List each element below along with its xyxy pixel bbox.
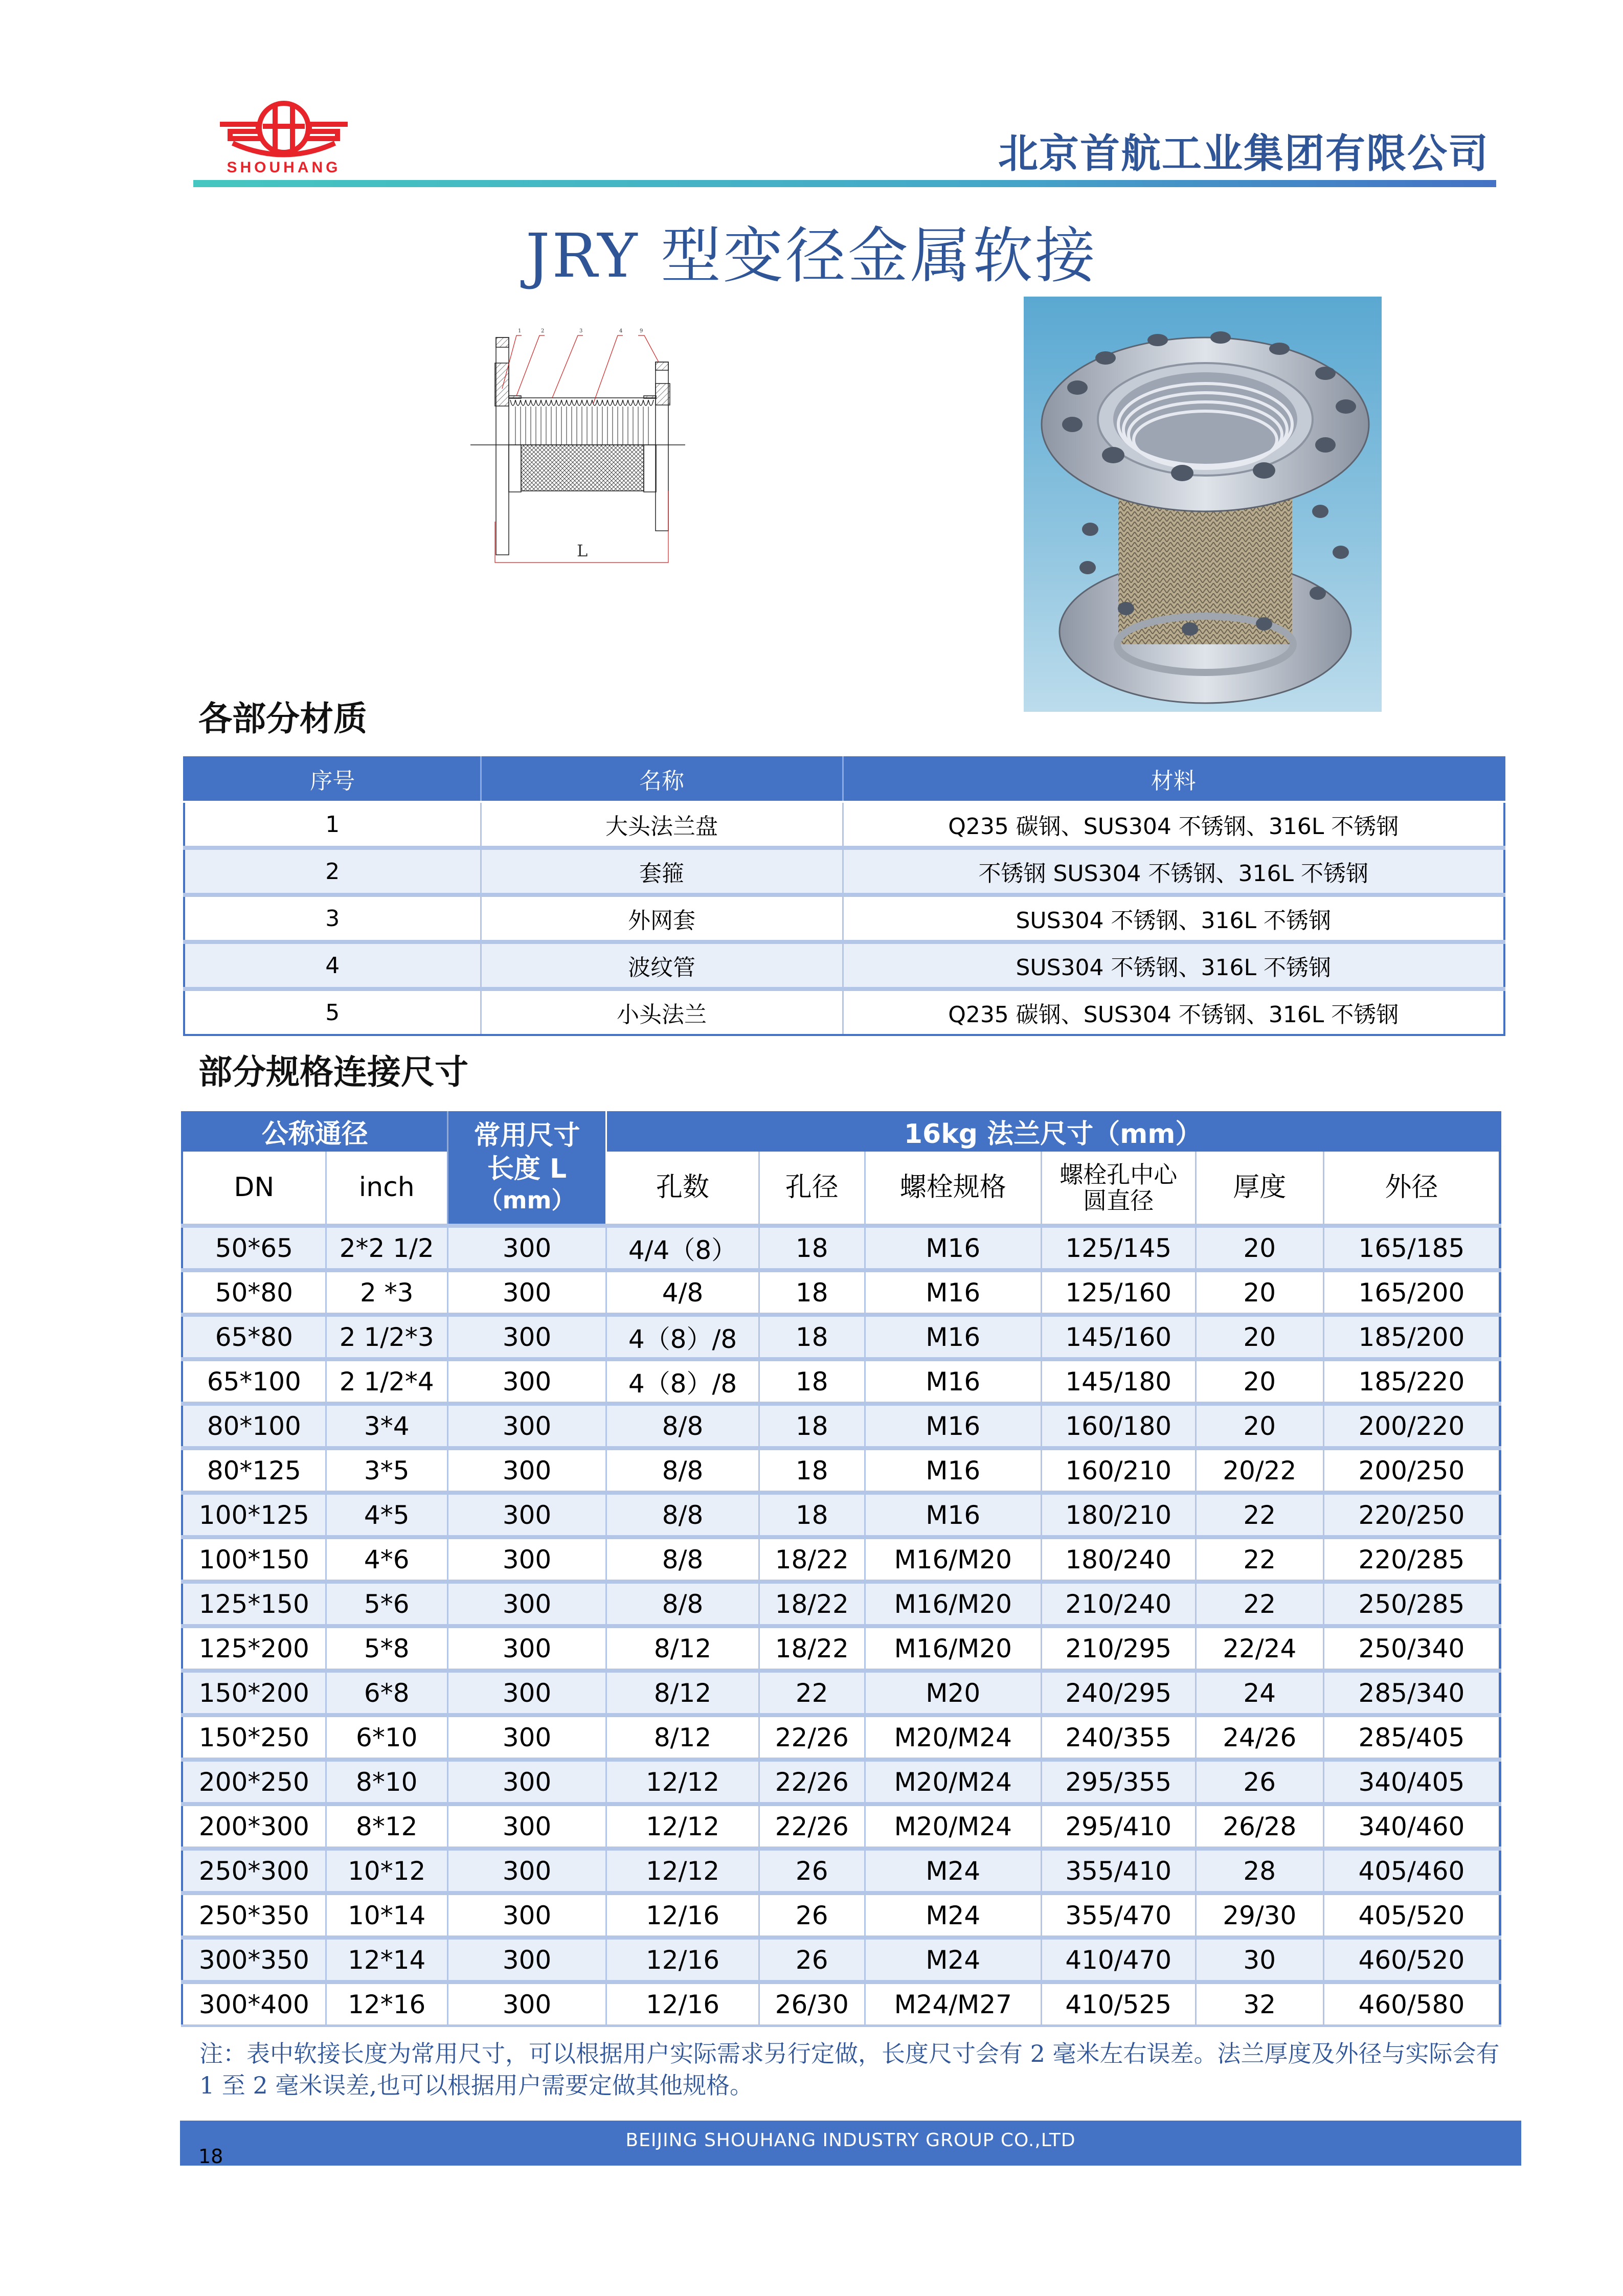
- cell-od: 220/285: [1323, 1537, 1500, 1582]
- cell-hole-dia: 22/26: [759, 1760, 865, 1804]
- cell-hole-dia: 18/22: [759, 1626, 865, 1671]
- cell-holes: 12/16: [606, 1938, 759, 1982]
- table-row: [182, 1626, 1500, 1671]
- svg-text:3: 3: [579, 328, 583, 334]
- cell-holes: 12/16: [606, 1893, 759, 1938]
- cell-pcd: 145/160: [1041, 1315, 1196, 1359]
- length-header-line1: 常用尺寸: [474, 1120, 580, 1152]
- cell-name: 大头法兰盘: [481, 802, 843, 848]
- cell-inch: 10*14: [326, 1893, 447, 1938]
- cell-holes: 4/8: [606, 1270, 759, 1315]
- svg-text:2: 2: [541, 328, 545, 334]
- svg-text:1: 1: [518, 328, 522, 334]
- page-number: 18: [198, 2145, 223, 2168]
- cell-pcd: 180/210: [1041, 1493, 1196, 1537]
- cell-bolt: M16: [865, 1448, 1041, 1493]
- cell-length: 300: [447, 1671, 606, 1715]
- table-row: [184, 895, 1504, 942]
- cell-hole-dia: 18: [759, 1359, 865, 1404]
- cell-dn: 100*150: [182, 1537, 326, 1582]
- footnote: 注：表中软接长度为常用尺寸，可以根据用户实际需求另行定做，长度尺寸会有 2 毫米左右误差。法兰厚度及外径与实际会有 1 至 2 毫米误差,也可以根据用户需要定做其他规格。: [199, 2040, 1500, 2099]
- cell-length: 300: [447, 1226, 606, 1270]
- cell-pcd: 145/180: [1041, 1359, 1196, 1404]
- cell-bolt: M16: [865, 1493, 1041, 1537]
- cell-holes: 8/12: [606, 1715, 759, 1760]
- col-header-bolt: 螺栓规格: [865, 1152, 1041, 1226]
- cell-length: 300: [447, 1448, 606, 1493]
- cross-section-drawing-icon: [470, 307, 859, 706]
- cell-length: 300: [447, 1849, 606, 1893]
- materials-header-row: [184, 756, 1504, 802]
- cell-length: 300: [447, 1270, 606, 1315]
- cell-dn: 50*65: [182, 1226, 326, 1270]
- cell-hole-dia: 22/26: [759, 1715, 865, 1760]
- col-header-holes: 孔数: [606, 1152, 759, 1226]
- cell-bolt: M16: [865, 1315, 1041, 1359]
- cell-inch: 12*14: [326, 1938, 447, 1982]
- cell-holes: 4/4（8）: [606, 1226, 759, 1270]
- metal-hose-photo-icon: [1024, 297, 1382, 712]
- cell-inch: 8*10: [326, 1760, 447, 1804]
- cell-dn: 65*80: [182, 1315, 326, 1359]
- table-row: [182, 1804, 1500, 1849]
- cell-dn: 250*300: [182, 1849, 326, 1893]
- specs-heading: 部分规格连接尺寸: [198, 1052, 468, 1092]
- table-row: [182, 1715, 1500, 1760]
- company-logo: [210, 95, 358, 176]
- cell-pcd: 160/210: [1041, 1448, 1196, 1493]
- cell-dn: 80*100: [182, 1404, 326, 1448]
- cell-thickness: 20: [1196, 1404, 1323, 1448]
- cell-inch: 6*8: [326, 1671, 447, 1715]
- cell-length: 300: [447, 1359, 606, 1404]
- cell-od: 220/250: [1323, 1493, 1500, 1537]
- cell-hole-dia: 18/22: [759, 1582, 865, 1626]
- cell-dn: 200*300: [182, 1804, 326, 1849]
- cell-thickness: 20: [1196, 1270, 1323, 1315]
- cell-material: Q235 碳钢、SUS304 不锈钢、316L 不锈钢: [843, 989, 1504, 1035]
- svg-text:4: 4: [619, 328, 623, 334]
- svg-text:SHOUHANG: SHOUHANG: [227, 159, 341, 176]
- cell-inch: 2 1/2*4: [326, 1359, 447, 1404]
- cell-inch: 2 *3: [326, 1270, 447, 1315]
- cell-hole-dia: 18: [759, 1315, 865, 1359]
- cell-bolt: M16: [865, 1270, 1041, 1315]
- cell-thickness: 20: [1196, 1315, 1323, 1359]
- length-header-line2: 长度 L: [487, 1154, 567, 1185]
- cell-pcd: 295/355: [1041, 1760, 1196, 1804]
- col-header-name: 名称: [481, 756, 843, 802]
- cell-length: 300: [447, 1404, 606, 1448]
- table-row: [182, 1582, 1500, 1626]
- length-header-line3: （mm）: [479, 1186, 575, 1214]
- col-header-dn: DN: [182, 1152, 326, 1226]
- cell-no: 3: [184, 895, 481, 942]
- table-row: [182, 1760, 1500, 1804]
- cell-thickness: 24/26: [1196, 1715, 1323, 1760]
- page-title: JRY 型变径金属软接: [526, 220, 1097, 291]
- table-row: [182, 1671, 1500, 1715]
- cell-bolt: M16/M20: [865, 1582, 1041, 1626]
- header-divider: [193, 180, 1496, 187]
- cell-bolt: M24: [865, 1938, 1041, 1982]
- cell-material: 不锈钢 SUS304 不锈钢、316L 不锈钢: [843, 848, 1504, 895]
- cell-thickness: 28: [1196, 1849, 1323, 1893]
- cell-pcd: 210/295: [1041, 1626, 1196, 1671]
- cell-no: 5: [184, 989, 481, 1035]
- product-photo: [1024, 297, 1382, 712]
- cell-material: Q235 碳钢、SUS304 不锈钢、316L 不锈钢: [843, 802, 1504, 848]
- cell-thickness: 32: [1196, 1982, 1323, 2026]
- cell-dn: 200*250: [182, 1760, 326, 1804]
- cell-pcd: 410/470: [1041, 1938, 1196, 1982]
- col-header-material: 材料: [843, 756, 1504, 802]
- cell-holes: 8/8: [606, 1582, 759, 1626]
- cell-holes: 8/12: [606, 1626, 759, 1671]
- cell-name: 小头法兰: [481, 989, 843, 1035]
- cell-no: 4: [184, 942, 481, 989]
- cell-od: 165/200: [1323, 1270, 1500, 1315]
- cell-od: 250/285: [1323, 1582, 1500, 1626]
- cell-inch: 4*5: [326, 1493, 447, 1537]
- table-row: [182, 1537, 1500, 1582]
- cell-no: 1: [184, 802, 481, 848]
- cell-hole-dia: 26/30: [759, 1982, 865, 2026]
- cell-inch: 12*16: [326, 1982, 447, 2026]
- specs-column-header-row: [182, 1152, 1500, 1226]
- cell-pcd: 210/240: [1041, 1582, 1196, 1626]
- cell-dn: 150*200: [182, 1671, 326, 1715]
- cell-pcd: 125/145: [1041, 1226, 1196, 1270]
- table-row: [182, 1849, 1500, 1893]
- cell-thickness: 20/22: [1196, 1448, 1323, 1493]
- cell-material: SUS304 不锈钢、316L 不锈钢: [843, 895, 1504, 942]
- cell-bolt: M20/M24: [865, 1715, 1041, 1760]
- cell-od: 200/220: [1323, 1404, 1500, 1448]
- table-row: [184, 989, 1504, 1035]
- cell-length: 300: [447, 1982, 606, 2026]
- shouhang-logo-icon: [210, 95, 358, 176]
- cell-holes: 8/8: [606, 1448, 759, 1493]
- cell-length: 300: [447, 1582, 606, 1626]
- cell-dn: 50*80: [182, 1270, 326, 1315]
- table-row: [182, 1448, 1500, 1493]
- cell-od: 340/405: [1323, 1760, 1500, 1804]
- cell-holes: 8/8: [606, 1537, 759, 1582]
- cell-hole-dia: 26: [759, 1938, 865, 1982]
- cell-thickness: 20: [1196, 1226, 1323, 1270]
- table-row: [182, 1226, 1500, 1270]
- cell-hole-dia: 22: [759, 1671, 865, 1715]
- cell-holes: 8/8: [606, 1493, 759, 1537]
- table-row: [182, 1938, 1500, 1982]
- table-row: [184, 802, 1504, 848]
- cell-inch: 3*5: [326, 1448, 447, 1493]
- cell-length: 300: [447, 1760, 606, 1804]
- cell-length: 300: [447, 1893, 606, 1938]
- cell-thickness: 29/30: [1196, 1893, 1323, 1938]
- materials-heading: 各部分材质: [198, 699, 367, 738]
- cell-material: SUS304 不锈钢、316L 不锈钢: [843, 942, 1504, 989]
- cell-length: 300: [447, 1715, 606, 1760]
- specs-table: [181, 1111, 1501, 2027]
- cell-holes: 8/12: [606, 1671, 759, 1715]
- cell-inch: 6*10: [326, 1715, 447, 1760]
- cell-name: 波纹管: [481, 942, 843, 989]
- cell-dn: 300*350: [182, 1938, 326, 1982]
- cell-inch: 5*6: [326, 1582, 447, 1626]
- col-header-od: 外径: [1323, 1152, 1500, 1226]
- col-header-thickness: 厚度: [1196, 1152, 1323, 1226]
- specs-group-header-row: [182, 1111, 1500, 1152]
- cell-od: 405/460: [1323, 1849, 1500, 1893]
- cell-hole-dia: 22/26: [759, 1804, 865, 1849]
- cell-od: 340/460: [1323, 1804, 1500, 1849]
- cell-dn: 125*200: [182, 1626, 326, 1671]
- cell-dn: 250*350: [182, 1893, 326, 1938]
- pcd-header-line1: 螺栓孔中心: [1060, 1160, 1178, 1188]
- cell-hole-dia: 18/22: [759, 1537, 865, 1582]
- cell-bolt: M16/M20: [865, 1537, 1041, 1582]
- cell-od: 185/200: [1323, 1315, 1500, 1359]
- cell-length: 300: [447, 1626, 606, 1671]
- cell-length: 300: [447, 1537, 606, 1582]
- cell-hole-dia: 18: [759, 1270, 865, 1315]
- cell-pcd: 180/240: [1041, 1537, 1196, 1582]
- table-row: [182, 1315, 1500, 1359]
- table-row: [182, 1404, 1500, 1448]
- cell-od: 200/250: [1323, 1448, 1500, 1493]
- cell-thickness: 22/24: [1196, 1626, 1323, 1671]
- cell-od: 250/340: [1323, 1626, 1500, 1671]
- cell-holes: 4（8）/8: [606, 1315, 759, 1359]
- cell-hole-dia: 26: [759, 1893, 865, 1938]
- cell-od: 460/520: [1323, 1938, 1500, 1982]
- specs-body: [182, 1226, 1500, 2026]
- cell-thickness: 26: [1196, 1760, 1323, 1804]
- cell-hole-dia: 18: [759, 1448, 865, 1493]
- cell-hole-dia: 18: [759, 1404, 865, 1448]
- cell-od: 185/220: [1323, 1359, 1500, 1404]
- cell-bolt: M16/M20: [865, 1626, 1041, 1671]
- cell-od: 285/340: [1323, 1671, 1500, 1715]
- cell-pcd: 355/470: [1041, 1893, 1196, 1938]
- technical-drawing: [470, 307, 859, 706]
- cell-pcd: 240/295: [1041, 1671, 1196, 1715]
- cell-thickness: 30: [1196, 1938, 1323, 1982]
- table-row: [182, 1982, 1500, 2026]
- svg-text:9: 9: [640, 328, 643, 334]
- table-row: [184, 942, 1504, 989]
- cell-bolt: M20/M24: [865, 1760, 1041, 1804]
- col-header-inch: inch: [326, 1152, 447, 1226]
- cell-holes: 4（8）/8: [606, 1359, 759, 1404]
- cell-pcd: 295/410: [1041, 1804, 1196, 1849]
- cell-inch: 2 1/2*3: [326, 1315, 447, 1359]
- cell-bolt: M24: [865, 1849, 1041, 1893]
- cell-bolt: M24/M27: [865, 1982, 1041, 2026]
- materials-table: [183, 756, 1505, 1036]
- svg-text:L: L: [577, 541, 588, 560]
- cell-dn: 100*125: [182, 1493, 326, 1537]
- table-row: [182, 1270, 1500, 1315]
- cell-name: 套箍: [481, 848, 843, 895]
- cell-hole-dia: 18: [759, 1493, 865, 1537]
- group-header-length: [447, 1111, 606, 1226]
- cell-no: 2: [184, 848, 481, 895]
- table-row: [182, 1493, 1500, 1537]
- table-row: [182, 1359, 1500, 1404]
- cell-holes: 12/16: [606, 1982, 759, 2026]
- cell-length: 300: [447, 1315, 606, 1359]
- cell-holes: 12/12: [606, 1804, 759, 1849]
- cell-name: 外网套: [481, 895, 843, 942]
- cell-length: 300: [447, 1804, 606, 1849]
- cell-holes: 8/8: [606, 1404, 759, 1448]
- cell-inch: 3*4: [326, 1404, 447, 1448]
- cell-inch: 4*6: [326, 1537, 447, 1582]
- table-row: [184, 848, 1504, 895]
- cell-length: 300: [447, 1938, 606, 1982]
- cell-od: 165/185: [1323, 1226, 1500, 1270]
- cell-thickness: 24: [1196, 1671, 1323, 1715]
- cell-pcd: 160/180: [1041, 1404, 1196, 1448]
- pcd-header-line2: 圆直径: [1083, 1186, 1154, 1214]
- cell-dn: 80*125: [182, 1448, 326, 1493]
- table-row: [182, 1893, 1500, 1938]
- cell-thickness: 22: [1196, 1493, 1323, 1537]
- cell-bolt: M20/M24: [865, 1804, 1041, 1849]
- cell-pcd: 410/525: [1041, 1982, 1196, 2026]
- cell-length: 300: [447, 1493, 606, 1537]
- cell-inch: 10*12: [326, 1849, 447, 1893]
- cell-bolt: M20: [865, 1671, 1041, 1715]
- cell-thickness: 20: [1196, 1359, 1323, 1404]
- cell-inch: 2*2 1/2: [326, 1226, 447, 1270]
- cell-thickness: 22: [1196, 1582, 1323, 1626]
- cell-bolt: M16: [865, 1359, 1041, 1404]
- cell-bolt: M16: [865, 1226, 1041, 1270]
- cell-hole-dia: 18: [759, 1226, 865, 1270]
- col-header-pcd: [1041, 1152, 1196, 1226]
- cell-thickness: 22: [1196, 1537, 1323, 1582]
- group-header-flange: 16kg 法兰尺寸（mm）: [606, 1111, 1500, 1152]
- cell-bolt: M24: [865, 1893, 1041, 1938]
- cell-inch: 5*8: [326, 1626, 447, 1671]
- cell-inch: 8*12: [326, 1804, 447, 1849]
- cell-pcd: 240/355: [1041, 1715, 1196, 1760]
- cell-od: 285/405: [1323, 1715, 1500, 1760]
- col-header-no: 序号: [184, 756, 481, 802]
- group-header-nominal: 公称通径: [182, 1111, 447, 1152]
- cell-od: 405/520: [1323, 1893, 1500, 1938]
- cell-dn: 65*100: [182, 1359, 326, 1404]
- cell-bolt: M16: [865, 1404, 1041, 1448]
- cell-holes: 12/12: [606, 1760, 759, 1804]
- col-header-hole-dia: 孔径: [759, 1152, 865, 1226]
- company-name: 北京首航工业集团有限公司: [998, 131, 1489, 177]
- cell-dn: 150*250: [182, 1715, 326, 1760]
- cell-hole-dia: 26: [759, 1849, 865, 1893]
- cell-holes: 12/12: [606, 1849, 759, 1893]
- cell-od: 460/580: [1323, 1982, 1500, 2026]
- cell-thickness: 26/28: [1196, 1804, 1323, 1849]
- cell-pcd: 355/410: [1041, 1849, 1196, 1893]
- cell-dn: 300*400: [182, 1982, 326, 2026]
- footer-company-name: BEIJING SHOUHANG INDUSTRY GROUP CO.,LTD: [625, 2130, 1076, 2151]
- cell-dn: 125*150: [182, 1582, 326, 1626]
- cell-pcd: 125/160: [1041, 1270, 1196, 1315]
